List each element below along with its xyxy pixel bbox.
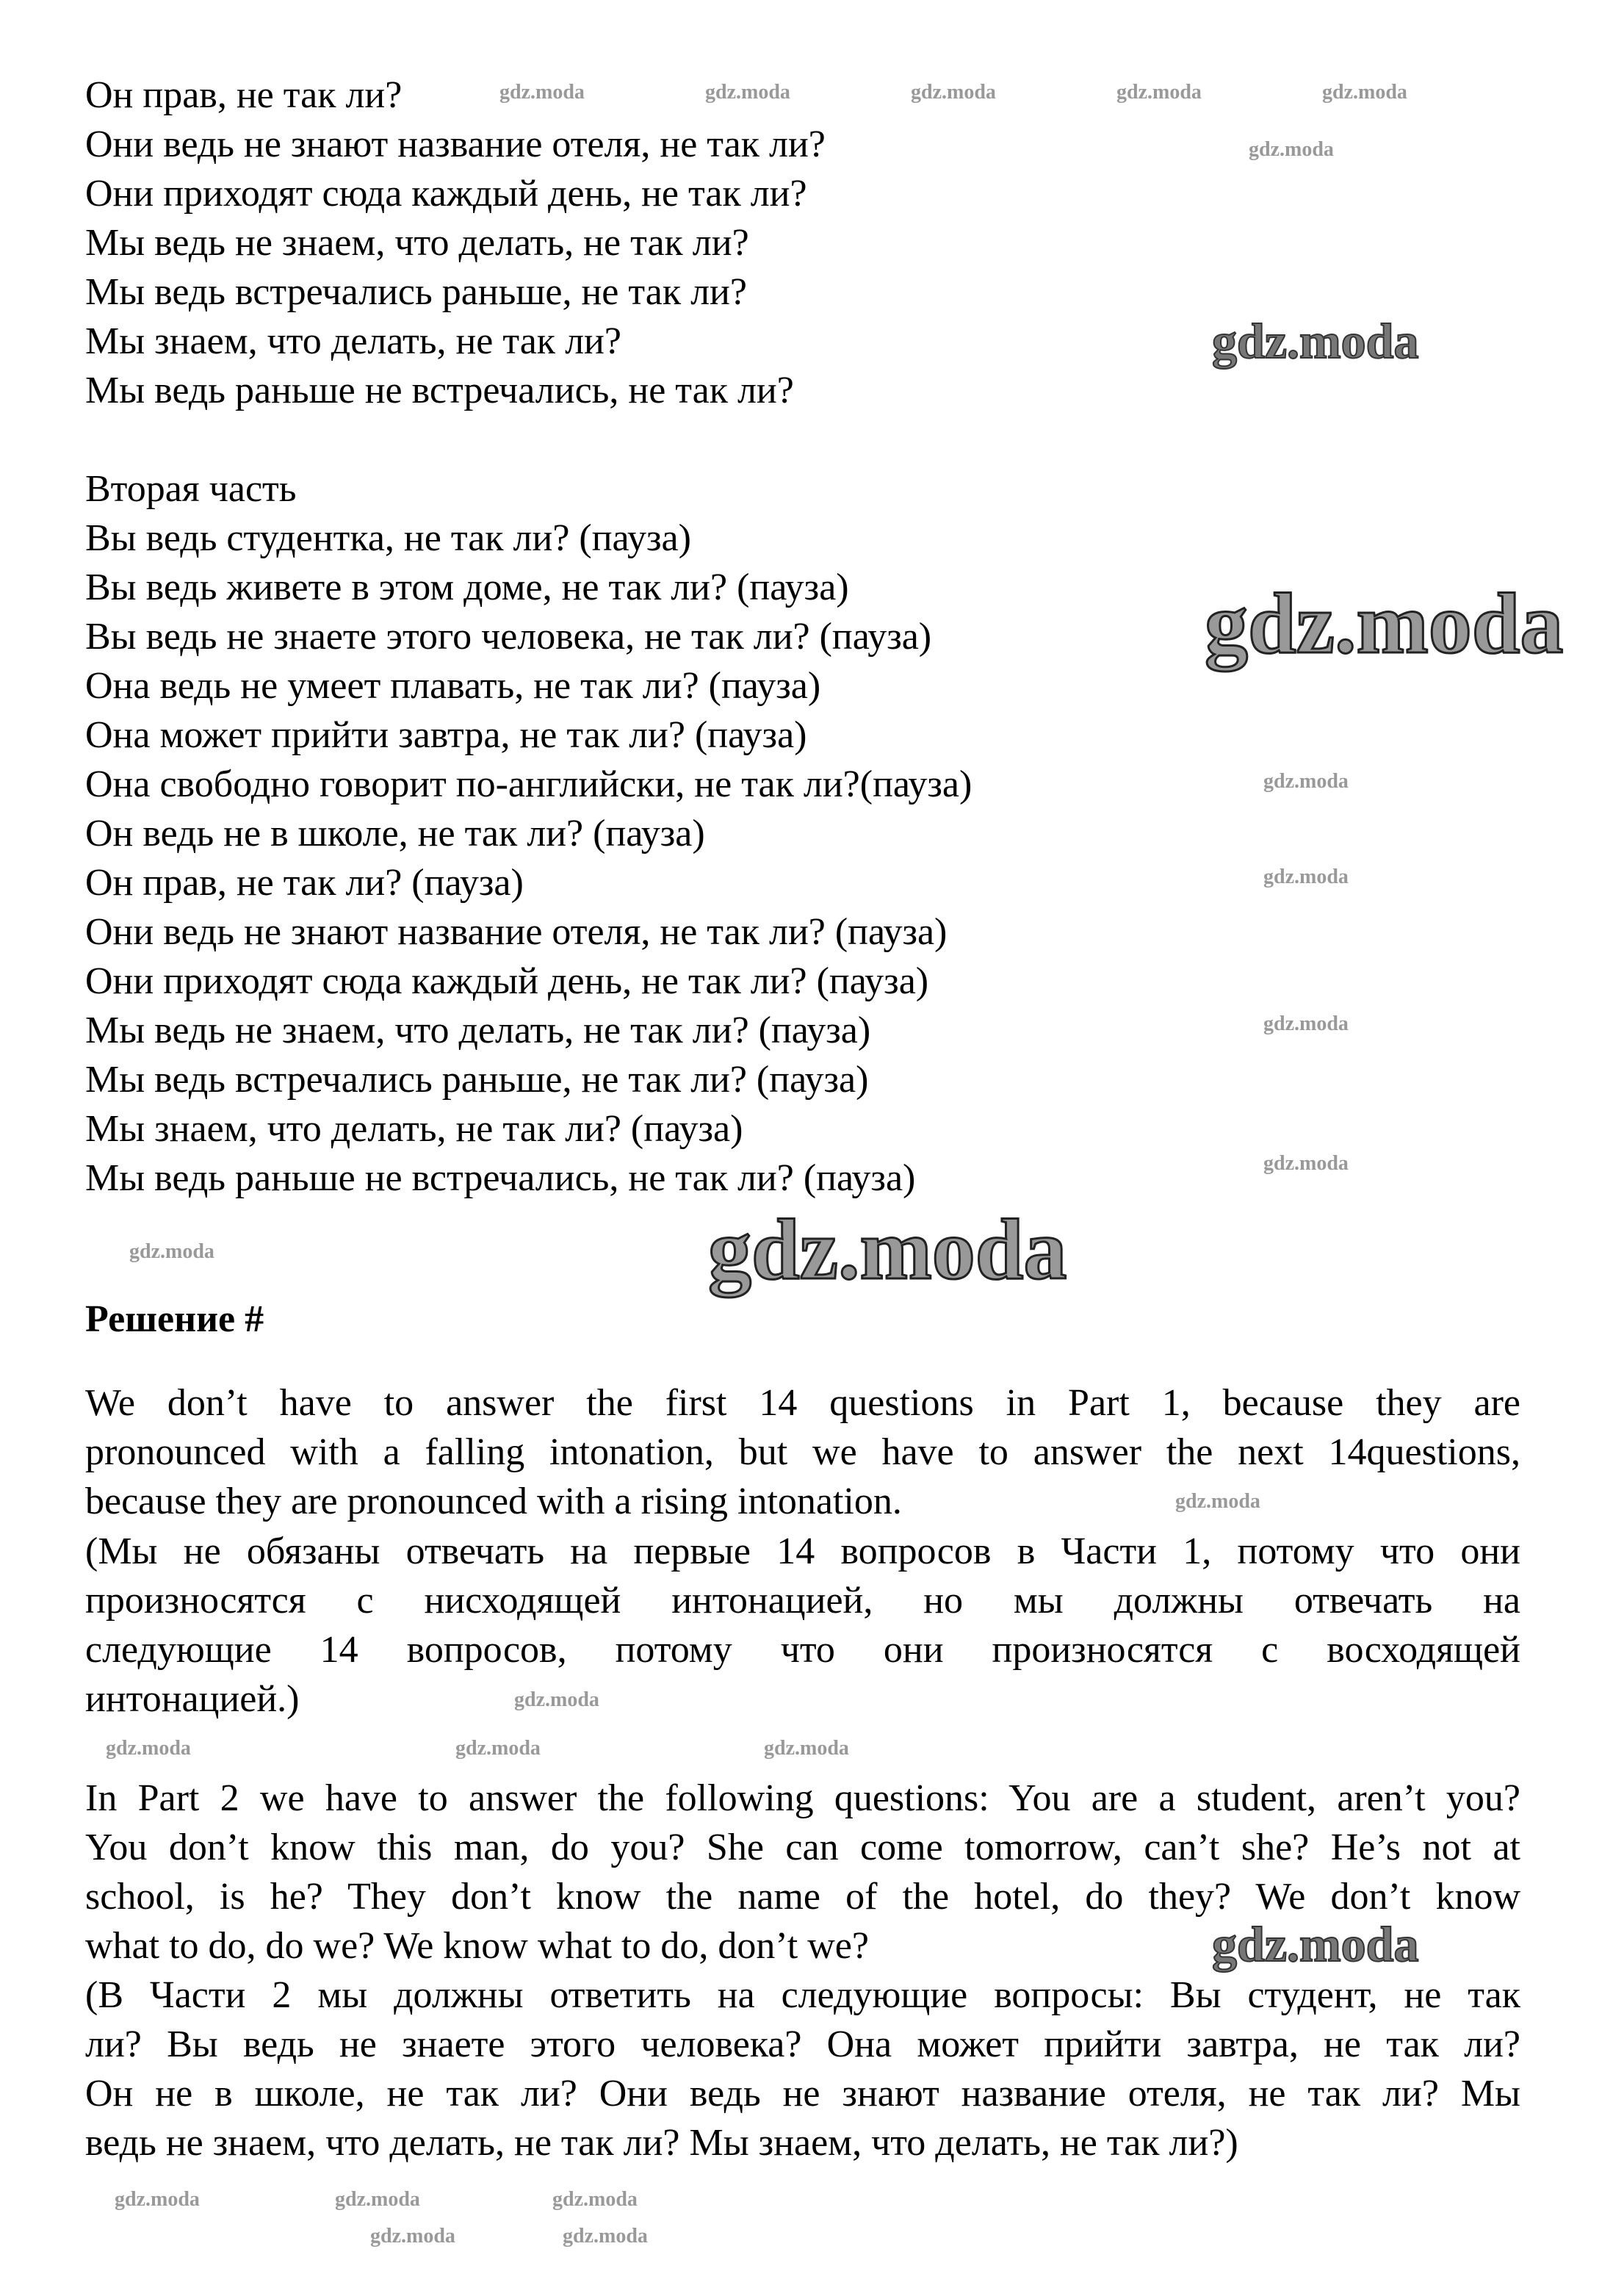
watermark: gdz.moda xyxy=(708,1201,1067,1298)
line: Они ведь не знают название отеля, не так ли? xyxy=(85,123,826,165)
line: Мы знаем, что делать, не так ли? (пауза) xyxy=(85,1108,743,1150)
watermark: gdz.moda xyxy=(335,2188,420,2211)
watermark: gdz.moda xyxy=(1263,1012,1349,1035)
line: You don’t know this man, do you? She can come tomorrow, can’t she? He’s not at xyxy=(85,1827,1520,1868)
line: what to do, do we? We know what to do, don’t we? xyxy=(85,1925,869,1967)
line: In Part 2 we have to answer the following questions: You are a student, aren’t you? xyxy=(85,1777,1520,1819)
watermark: gdz.moda xyxy=(1116,81,1202,104)
line: Она ведь не умеет плавать, не так ли? (пауза) xyxy=(85,665,821,707)
paragraph-russian-1 xyxy=(85,1527,1520,1724)
watermark: gdz.moda xyxy=(764,1737,849,1760)
line: Они приходят сюда каждый день, не так ли? (пауза) xyxy=(85,960,929,1002)
line: Мы ведь раньше не встречались, не так ли? xyxy=(85,370,794,411)
watermark: gdz.moda xyxy=(563,2225,648,2248)
line: Вы ведь не знаете этого человека, не так ли? (пауза) xyxy=(85,616,932,658)
line: Мы ведь не знаем, что делать, не так ли? xyxy=(85,222,749,264)
line: произносятся с нисходящей интонацией, но мы должны отвечать на xyxy=(85,1580,1520,1622)
watermark: gdz.moda xyxy=(455,1737,541,1760)
line: следующие 14 вопросов, потому что они произносятся с восходящей xyxy=(85,1629,1520,1671)
line: Мы знаем, что делать, не так ли? xyxy=(85,320,621,362)
watermark: gdz.moda xyxy=(1212,1916,1419,1972)
line: Он прав, не так ли? (пауза) xyxy=(85,862,524,904)
line: Они приходят сюда каждый день, не так ли? xyxy=(85,173,807,215)
watermark: gdz.moda xyxy=(1212,313,1419,369)
watermark: gdz.moda xyxy=(552,2188,638,2211)
watermark: gdz.moda xyxy=(705,81,790,104)
line: Она свободно говорит по-английски, не так ли?(пауза) xyxy=(85,763,973,805)
watermark: gdz.moda xyxy=(370,2225,455,2248)
line: Она может прийти завтра, не так ли? (пауза) xyxy=(85,714,807,756)
watermark: gdz.moda xyxy=(129,1240,214,1263)
line: Вы ведь студентка, не так ли? (пауза) xyxy=(85,517,691,559)
watermark: gdz.moda xyxy=(1175,1490,1260,1513)
line: pronounced with a falling intonation, but we have to answer the next 14questions, xyxy=(85,1431,1520,1473)
watermark: gdz.moda xyxy=(499,81,585,104)
watermark: gdz.moda xyxy=(1322,81,1407,104)
watermark: gdz.moda xyxy=(514,1688,599,1711)
watermark: gdz.moda xyxy=(1263,866,1349,888)
line: Он не в школе, не так ли? Они ведь не знают название отеля, не так ли? Мы xyxy=(85,2073,1520,2115)
line: ли? Вы ведь не знаете этого человека? Она может прийти завтра, не так ли? xyxy=(85,2023,1520,2065)
line: because they are pronounced with a rising intonation. xyxy=(85,1480,902,1522)
line: school, is he? They don’t know the name of the hotel, do they? We don’t know xyxy=(85,1876,1520,1918)
watermark: gdz.moda xyxy=(1205,575,1564,672)
watermark: gdz.moda xyxy=(1249,138,1334,161)
line: Вы ведь живете в этом доме, не так ли? (пауза) xyxy=(85,566,849,608)
line: Мы ведь не знаем, что делать, не так ли? (пауза) xyxy=(85,1010,871,1051)
line: Мы ведь встречались раньше, не так ли? (пауза) xyxy=(85,1059,869,1101)
watermark: gdz.moda xyxy=(115,2188,200,2211)
paragraph-english-1 xyxy=(85,1378,1520,1526)
line: (В Части 2 мы должны ответить на следующие вопросы: Вы студент, не так xyxy=(85,1974,1520,2016)
line: (Мы не обязаны отвечать на первые 14 вопросов в Части 1, потому что они xyxy=(85,1530,1520,1572)
paragraph-russian-2 xyxy=(85,1971,1520,2167)
line: интонацией.) xyxy=(85,1678,300,1720)
line: Мы ведь раньше не встречались, не так ли? (пауза) xyxy=(85,1157,916,1199)
line: ведь не знаем, что делать, не так ли? Мы знаем, что делать, не так ли?) xyxy=(85,2122,1238,2164)
line: Они ведь не знают название отеля, не так ли? (пауза) xyxy=(85,911,948,953)
watermark: gdz.moda xyxy=(911,81,996,104)
solution-heading: Решение # xyxy=(85,1298,264,1340)
watermark: gdz.moda xyxy=(1263,770,1349,793)
watermark: gdz.moda xyxy=(106,1737,191,1760)
line: Он прав, не так ли? xyxy=(85,74,403,116)
watermark: gdz.moda xyxy=(1263,1152,1349,1175)
section-heading: Вторая часть xyxy=(85,468,297,510)
line: Мы ведь встречались раньше, не так ли? xyxy=(85,271,747,313)
line: Он ведь не в школе, не так ли? (пауза) xyxy=(85,813,705,854)
line: We don’t have to answer the first 14 questions in Part 1, because they are xyxy=(85,1382,1520,1424)
